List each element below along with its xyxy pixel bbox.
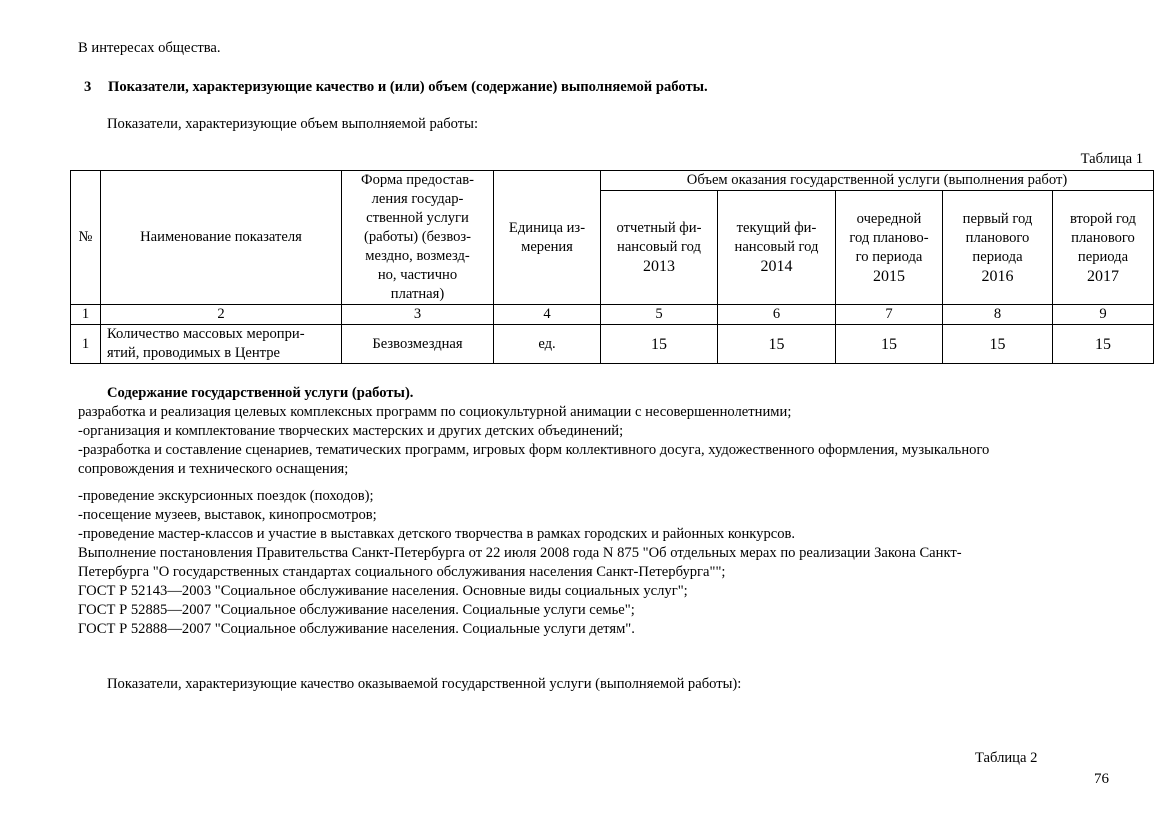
column-number: 6 [718,305,836,325]
header-period-2016: первый год планового периода 2016 [943,191,1053,305]
quality-caption: Показатели, характеризующие качество оказываемой государственной услуги (выполняемой работы): [107,676,742,692]
row-value-2015: 15 [836,325,943,364]
row-unit: ед. [494,325,601,364]
table1-label: Таблица 1 [1080,151,1143,167]
row-value-2017: 15 [1053,325,1154,364]
section-title: Показатели, характеризующие качество и (или) объем (содержание) выполняемой работы. [108,79,708,95]
intro-line: В интересах общества. [78,40,221,56]
header-period-2013: отчетный фи- нансовый год 2013 [601,191,718,305]
content-heading: Содержание государственной услуги (работы). [107,385,414,401]
content-line: сопровождения и технического оснащения; [78,461,349,477]
section-heading [84,79,708,96]
content-line: ГОСТ Р 52885—2007 "Социальное обслуживание населения. Социальные услуги семье"; [78,602,635,618]
section-number: 3 [84,79,92,95]
column-number: 3 [342,305,494,325]
content-line: -проведение экскурсионных поездок (походов); [78,488,374,504]
column-number: 4 [494,305,601,325]
row-value-2016: 15 [943,325,1053,364]
table2-label: Таблица 2 [975,750,1038,766]
row-no: 1 [71,325,101,364]
header-unit: Единица из- мерения [494,171,601,305]
header-period-2015: очередной год планово- го периода 2015 [836,191,943,305]
page-number: 76 [1094,771,1109,787]
column-number: 2 [101,305,342,325]
column-number: 8 [943,305,1053,325]
volume-caption: Показатели, характеризующие объем выполняемой работы: [107,116,479,132]
header-volume-group: Объем оказания государственной услуги (выполнения работ) [601,171,1154,191]
column-number: 5 [601,305,718,325]
header-period-2014: текущий фи- нансовый год 2014 [718,191,836,305]
header-period-2017: второй год планового периода 2017 [1053,191,1154,305]
volume-indicators-table [70,170,1154,364]
content-line: Выполнение постановления Правительства Санкт-Петербурга от 22 июля 2008 года N 875 "Об отдельных мерах по реализации Закона Санкт- [78,545,962,561]
content-line: ГОСТ Р 52143—2003 "Социальное обслуживание населения. Основные виды социальных услуг"; [78,583,688,599]
header-name: Наименование показателя [101,171,342,305]
header-no: № [71,171,101,305]
content-line: -проведение мастер-классов и участие в выставках детского творчества в рамках городских и районных конкурсов. [78,526,796,542]
header-form: Форма предостав- ления государ- ственной услуги (работы) (безвоз- мездно, возмезд- но, частично платная) [342,171,494,305]
row-name: Количество массовых меропри- ятий, проводимых в Центре [101,325,342,364]
content-line: Петербурга "О государственных стандартах социального обслуживания населения Санкт-Петербурга""; [78,564,726,580]
content-line: -разработка и составление сценариев, тематических программ, игровых форм коллективного досуга, художественного оформления, музыкального [78,442,990,458]
column-number: 1 [71,305,101,325]
content-line: -организация и комплектование творческих мастерских и других детских объединений; [78,423,624,439]
row-form: Безвозмездная [342,325,494,364]
content-line: -посещение музеев, выставок, кинопросмотров; [78,507,377,523]
column-number-row [71,305,1154,325]
content-line: разработка и реализация целевых комплексных программ по социокультурной анимации с несовершеннолетними; [78,404,792,420]
row-value-2014: 15 [718,325,836,364]
content-line: ГОСТ Р 52888—2007 "Социальное обслуживание населения. Социальные услуги детям". [78,621,635,637]
column-number: 7 [836,305,943,325]
row-value-2013: 15 [601,325,718,364]
column-number: 9 [1053,305,1154,325]
table-row [71,325,1154,364]
